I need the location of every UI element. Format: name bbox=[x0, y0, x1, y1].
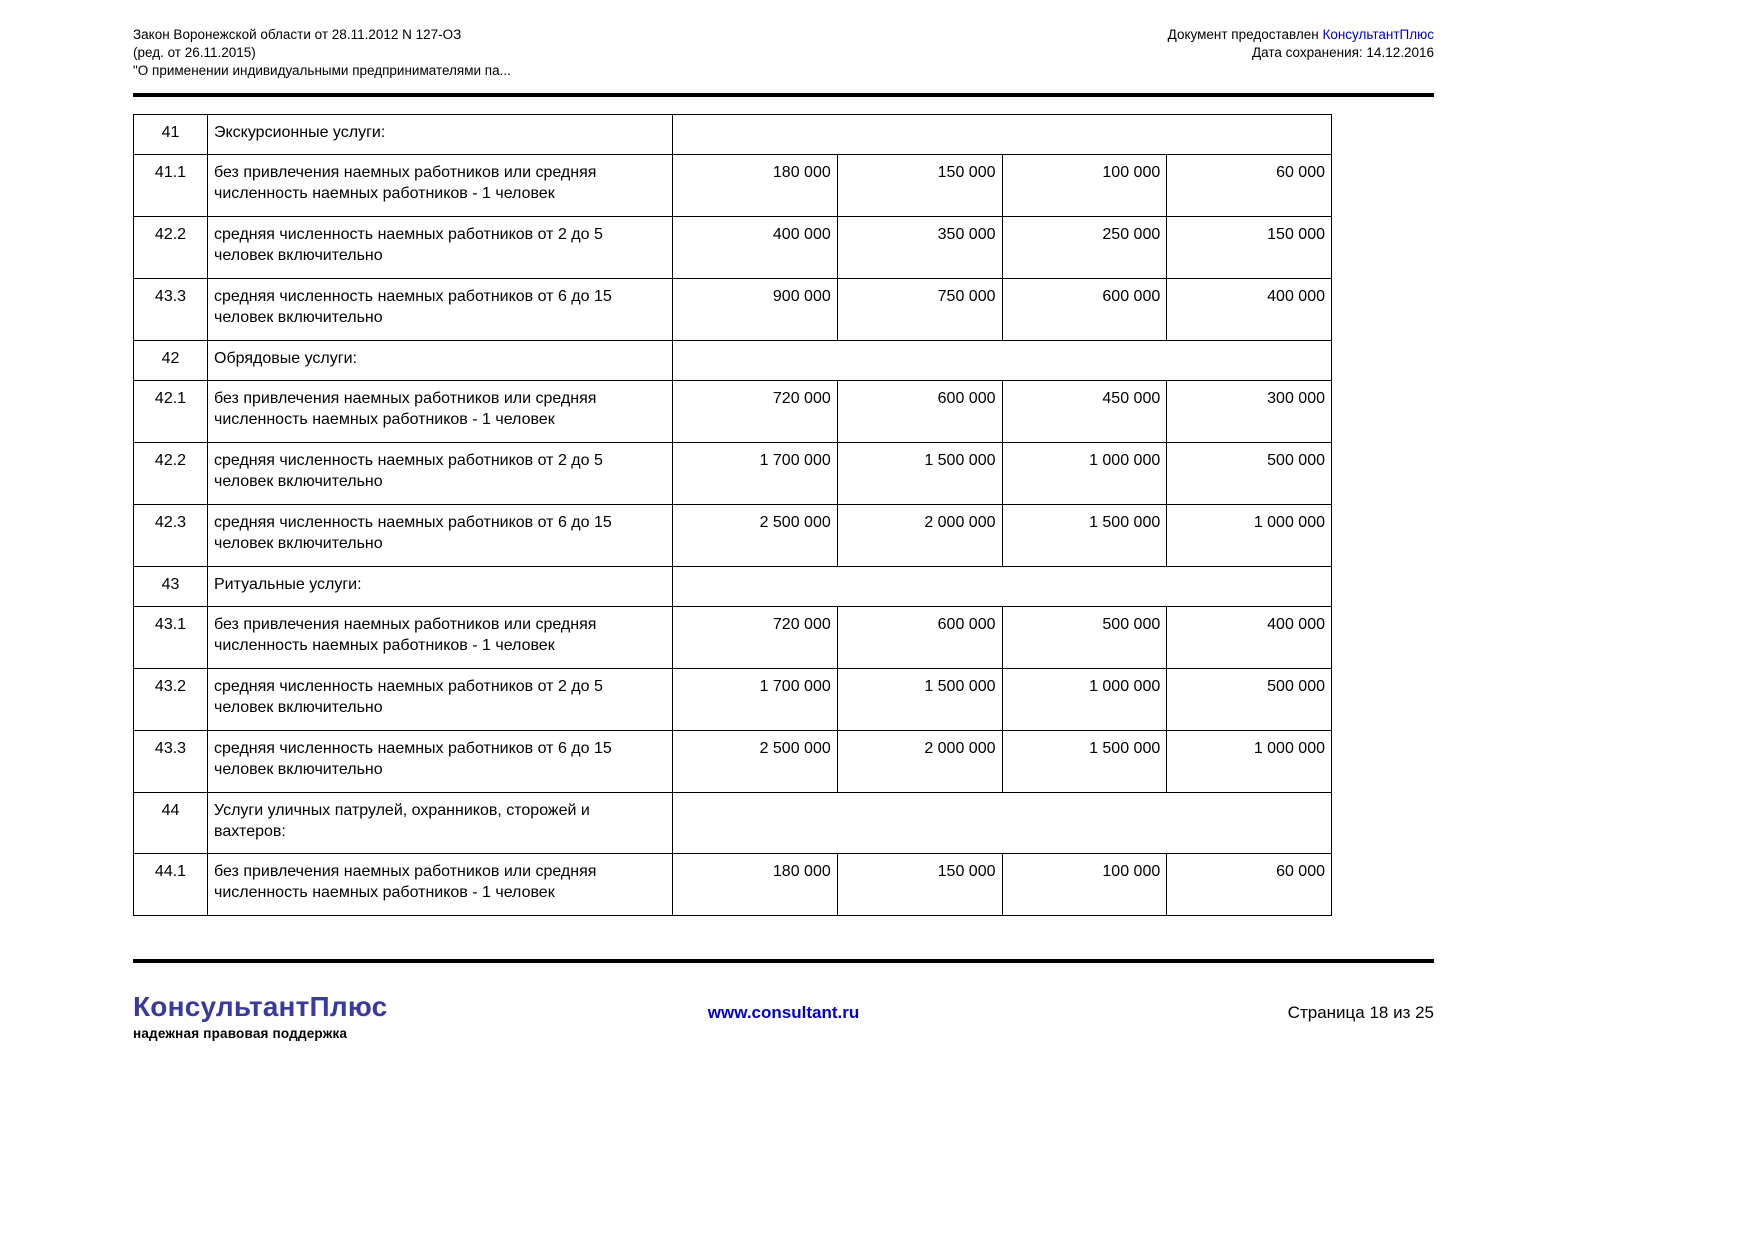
value-cell: 180 000 bbox=[673, 854, 838, 916]
saved-date: Дата сохранения: 14.12.2016 bbox=[1251, 45, 1434, 60]
provided-by-label: Документ предоставлен bbox=[1167, 27, 1323, 42]
empty-span-cell bbox=[673, 341, 1332, 381]
table-row bbox=[134, 854, 1332, 916]
table-row bbox=[134, 155, 1332, 217]
row-number: 43.3 bbox=[134, 731, 208, 793]
value-cell: 2 000 000 bbox=[837, 505, 1002, 567]
value-cell: 150 000 bbox=[837, 155, 1002, 217]
consultantplus-link[interactable]: КонсультантПлюс bbox=[1322, 27, 1434, 42]
row-number: 41.1 bbox=[134, 155, 208, 217]
table-row bbox=[134, 381, 1332, 443]
row-number: 43.2 bbox=[134, 669, 208, 731]
value-cell: 900 000 bbox=[673, 279, 838, 341]
value-cell: 180 000 bbox=[673, 155, 838, 217]
value-cell: 400 000 bbox=[1167, 607, 1332, 669]
row-description: без привлечения наемных работников или средняя численность наемных работников - 1 человек bbox=[208, 854, 673, 916]
value-cell: 1 700 000 bbox=[673, 443, 838, 505]
row-description: средняя численность наемных работников от 2 до 5 человек включительно bbox=[208, 669, 673, 731]
table-row bbox=[134, 505, 1332, 567]
value-cell: 300 000 bbox=[1167, 381, 1332, 443]
value-cell: 1 000 000 bbox=[1002, 669, 1167, 731]
value-cell: 2 000 000 bbox=[837, 731, 1002, 793]
row-description: без привлечения наемных работников или средняя численность наемных работников - 1 человек bbox=[208, 607, 673, 669]
row-number: 42.3 bbox=[134, 505, 208, 567]
table-row bbox=[134, 607, 1332, 669]
footer-website-block bbox=[708, 991, 859, 1023]
empty-span-cell bbox=[673, 567, 1332, 607]
value-cell: 150 000 bbox=[837, 854, 1002, 916]
provided-by-line bbox=[1168, 26, 1434, 44]
value-cell: 500 000 bbox=[1167, 669, 1332, 731]
value-cell: 1 000 000 bbox=[1002, 443, 1167, 505]
consultantplus-logo bbox=[133, 991, 708, 1041]
category-row bbox=[134, 115, 1332, 155]
value-cell: 100 000 bbox=[1002, 854, 1167, 916]
value-cell: 750 000 bbox=[837, 279, 1002, 341]
row-description: средняя численность наемных работников от 2 до 5 человек включительно bbox=[208, 217, 673, 279]
category-row bbox=[134, 793, 1332, 854]
document-meta-block bbox=[1168, 26, 1434, 62]
value-cell: 720 000 bbox=[673, 607, 838, 669]
value-cell: 1 500 000 bbox=[1002, 505, 1167, 567]
value-cell: 100 000 bbox=[1002, 155, 1167, 217]
category-row bbox=[134, 567, 1332, 607]
page-indicator: Страница 18 из 25 bbox=[1287, 1003, 1434, 1022]
row-number: 42.2 bbox=[134, 443, 208, 505]
value-cell: 1 500 000 bbox=[837, 443, 1002, 505]
value-cell: 600 000 bbox=[837, 381, 1002, 443]
value-cell: 600 000 bbox=[837, 607, 1002, 669]
row-number: 43.1 bbox=[134, 607, 208, 669]
value-cell: 400 000 bbox=[1167, 279, 1332, 341]
table-row bbox=[134, 731, 1332, 793]
value-cell: 350 000 bbox=[837, 217, 1002, 279]
row-number: 44.1 bbox=[134, 854, 208, 916]
value-cell: 450 000 bbox=[1002, 381, 1167, 443]
table-row bbox=[134, 217, 1332, 279]
logo-title: КонсультантПлюс bbox=[133, 991, 388, 1022]
row-number: 43.3 bbox=[134, 279, 208, 341]
row-description: Обрядовые услуги: bbox=[208, 341, 673, 381]
row-description: средняя численность наемных работников от 2 до 5 человек включительно bbox=[208, 443, 673, 505]
value-cell: 150 000 bbox=[1167, 217, 1332, 279]
row-description: средняя численность наемных работников от 6 до 15 человек включительно bbox=[208, 731, 673, 793]
empty-span-cell bbox=[673, 115, 1332, 155]
value-cell: 2 500 000 bbox=[673, 731, 838, 793]
row-description: без привлечения наемных работников или средняя численность наемных работников - 1 человек bbox=[208, 155, 673, 217]
table-row bbox=[134, 669, 1332, 731]
website-link[interactable]: www.consultant.ru bbox=[707, 1003, 860, 1022]
value-cell: 1 500 000 bbox=[837, 669, 1002, 731]
value-cell: 1 000 000 bbox=[1167, 505, 1332, 567]
value-cell: 1 500 000 bbox=[1002, 731, 1167, 793]
table-row bbox=[134, 279, 1332, 341]
bottom-divider bbox=[133, 959, 1434, 963]
value-cell: 720 000 bbox=[673, 381, 838, 443]
row-description: Услуги уличных патрулей, охранников, сторожей и вахтеров: bbox=[208, 793, 673, 854]
value-cell: 60 000 bbox=[1167, 854, 1332, 916]
document-header bbox=[133, 26, 1434, 80]
row-description: средняя численность наемных работников от 6 до 15 человек включительно bbox=[208, 279, 673, 341]
row-number: 42 bbox=[134, 341, 208, 381]
row-number: 41 bbox=[134, 115, 208, 155]
row-number: 43 bbox=[134, 567, 208, 607]
value-cell: 2 500 000 bbox=[673, 505, 838, 567]
row-description: Экскурсионные услуги: bbox=[208, 115, 673, 155]
value-cell: 500 000 bbox=[1002, 607, 1167, 669]
document-title-block bbox=[133, 26, 511, 80]
row-number: 42.2 bbox=[134, 217, 208, 279]
category-row bbox=[134, 341, 1332, 381]
table-row bbox=[134, 443, 1332, 505]
value-cell: 400 000 bbox=[673, 217, 838, 279]
document-title-line-1: Закон Воронежской области от 28.11.2012 N 127-ОЗ bbox=[133, 27, 462, 42]
row-description: Ритуальные услуги: bbox=[208, 567, 673, 607]
value-cell: 250 000 bbox=[1002, 217, 1167, 279]
value-cell: 500 000 bbox=[1167, 443, 1332, 505]
value-cell: 600 000 bbox=[1002, 279, 1167, 341]
value-cell: 60 000 bbox=[1167, 155, 1332, 217]
document-title-line-2: (ред. от 26.11.2015) bbox=[133, 45, 256, 60]
row-description: средняя численность наемных работников от 6 до 15 человек включительно bbox=[208, 505, 673, 567]
document-footer bbox=[133, 991, 1434, 1041]
logo-subtitle: надежная правовая поддержка bbox=[133, 1026, 348, 1041]
value-cell: 1 000 000 bbox=[1167, 731, 1332, 793]
row-number: 44 bbox=[134, 793, 208, 854]
document-title-line-3: "О применении индивидуальными предпринимателями па... bbox=[133, 63, 511, 78]
empty-span-cell bbox=[673, 793, 1332, 854]
row-number: 42.1 bbox=[134, 381, 208, 443]
top-divider bbox=[133, 93, 1434, 97]
value-cell: 1 700 000 bbox=[673, 669, 838, 731]
tariff-table bbox=[133, 114, 1332, 916]
row-description: без привлечения наемных работников или средняя численность наемных работников - 1 человек bbox=[208, 381, 673, 443]
